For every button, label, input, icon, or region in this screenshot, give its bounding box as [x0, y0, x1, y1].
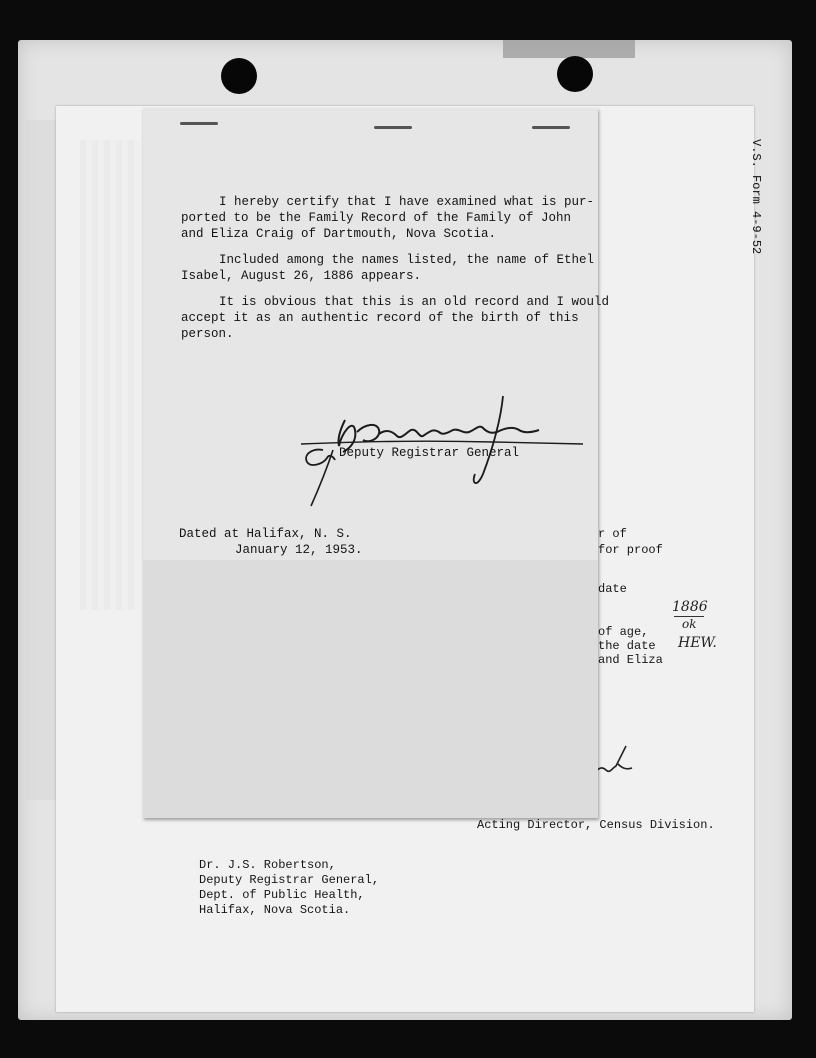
form-number: V.S. Form 4-9-52 — [749, 139, 763, 255]
dated-line: Dated at Halifax, N. S. — [179, 527, 352, 541]
bleed-through-texture — [80, 140, 140, 610]
handwritten-initials: HEW. — [678, 635, 717, 651]
certificate-line: accept it as an authentic record of the birth of this — [181, 311, 579, 325]
staple-mark — [180, 122, 218, 125]
certificate-line: person. — [181, 327, 234, 341]
closing-title: Acting Director, Census Division. — [477, 818, 715, 832]
addressee-line: Dr. J.S. Robertson, — [199, 858, 336, 872]
certificate-line: Isabel, August 26, 1886 appears. — [181, 269, 422, 283]
certificate-paragraph-2 — [181, 252, 594, 284]
addressee-line: Dept. of Public Health, — [199, 888, 365, 902]
folder-edge-strip — [26, 120, 56, 800]
letter-fragment: of age, — [598, 625, 649, 639]
punch-hole-right — [557, 56, 593, 92]
bleed-through-area — [60, 140, 140, 620]
letter-fragment: date — [598, 582, 627, 596]
dated-line: January 12, 1953. — [235, 543, 363, 557]
certificate-line: Included among the names listed, the name of Ethel — [219, 253, 595, 267]
punch-hole-left — [221, 58, 257, 94]
letter-fragment: for proof — [598, 543, 663, 557]
staple-mark — [532, 126, 570, 129]
certificate-paragraph-3 — [181, 294, 609, 342]
certificate-line: ported to be the Family Record of the Family of John — [181, 211, 572, 225]
letter-fragment: r of — [598, 527, 627, 541]
letter-fragment: and Eliza — [598, 653, 663, 667]
letter-fragment: the date — [598, 639, 656, 653]
addressee-block — [199, 858, 379, 918]
certificate-paragraph-1 — [181, 194, 594, 242]
certificate-line: and Eliza Craig of Dartmouth, Nova Scotia. — [181, 227, 497, 241]
addressee-line: Halifax, Nova Scotia. — [199, 903, 351, 917]
smudged-stamp — [503, 40, 635, 58]
addressee-line: Deputy Registrar General, — [199, 873, 380, 887]
staple-mark — [374, 126, 412, 129]
certificate-line: I hereby certify that I have examined what is pur- — [219, 195, 595, 209]
signature-title: Deputy Registrar General — [339, 446, 520, 460]
handwritten-note — [668, 600, 738, 660]
handwritten-mark: ok — [682, 617, 697, 631]
handwritten-year: 1886 — [672, 599, 708, 615]
form-number-label — [735, 135, 775, 255]
certificate-line: It is obvious that this is an old record and I would — [219, 295, 610, 309]
certificate-sheet — [143, 108, 610, 818]
